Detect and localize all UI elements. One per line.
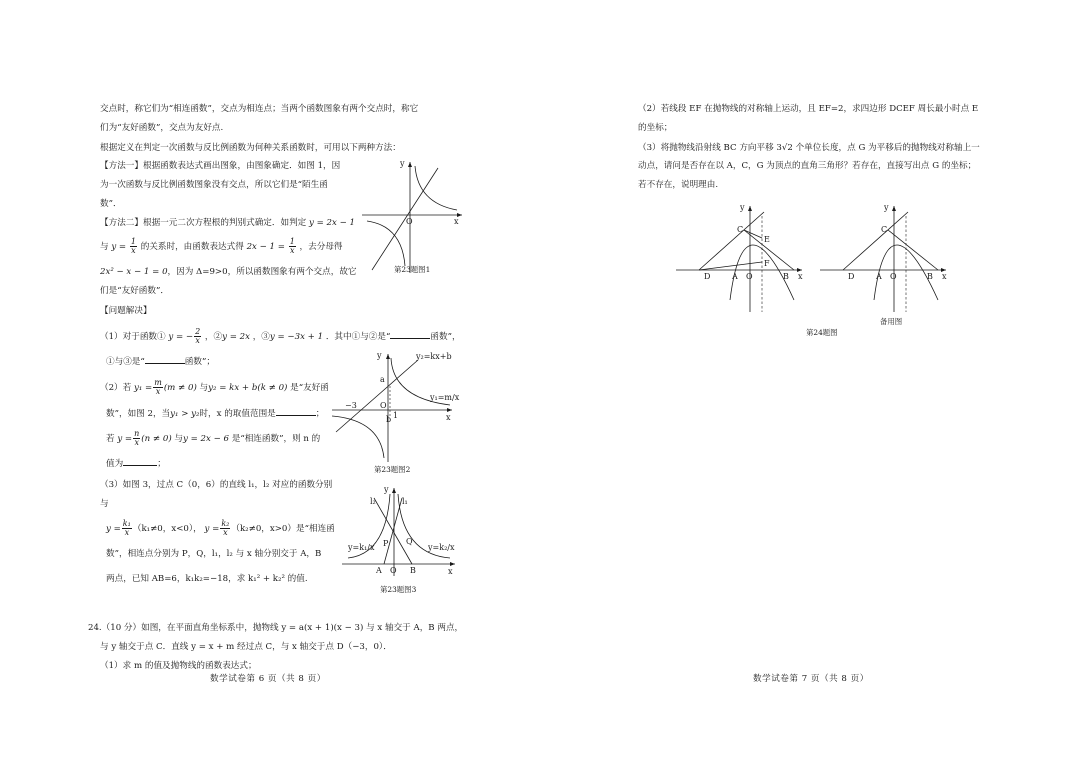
svg-text:x: x: [942, 272, 947, 281]
svg-text:y₂=kx+b: y₂=kx+b: [416, 352, 452, 361]
frac-1-over-x: $\frac{1}{x}$: [130, 237, 136, 255]
method1-line-1: 【方法一】根据函数表达式画出图象，由图象确定．如图 1，因: [100, 161, 341, 171]
q2-line-1: （2）若 y₁ = $\frac{m}{x}$ (m ≠ 0) 与y₂ = kx + b(k ≠ 0) 是“友好函: [100, 378, 329, 396]
svg-text:y: y: [884, 203, 889, 212]
svg-text:F: F: [764, 259, 770, 268]
svg-text:C: C: [881, 225, 888, 234]
svg-text:O: O: [746, 272, 753, 281]
q2-line-4: 值为 ；: [106, 456, 166, 470]
svg-text:B: B: [410, 566, 416, 575]
r-q2-line-2: 的坐标；: [638, 123, 673, 133]
svg-text:C: C: [737, 225, 744, 234]
q24-line-2: 与 y 轴交于点 C．直线 y = x + m 经过点 C，与 x 轴交于点 D（−3，0）．: [100, 642, 392, 652]
svg-text:y=k₁/x: y=k₁/x: [348, 543, 375, 552]
svg-text:x: x: [448, 567, 453, 576]
page-footer-left: 数学试卷第 6 页（共 8 页）: [210, 674, 326, 684]
method2-line-1: 【方法二】根据一元二次方程根的判别式确定．如判定 y = 2x − 1: [100, 218, 355, 228]
q3-line-1: （3）如图 3，过点 C（0，6）的直线 l₁，l₂ 对应的函数分别: [100, 480, 333, 490]
q1-line-1: （1）对于函数① y = − $\frac{2}{x}$ ，②y = 2x ，③y = −3x + 1 ．其中①与②是“ 函数”，: [100, 327, 461, 345]
svg-text:B: B: [927, 272, 933, 281]
r-q3-line-1: （3）将抛物线沿射线 BC 方向平移 3√2 个单位长度，点 G 为平移后的抛物线对称轴上一: [638, 143, 980, 153]
q2-line-2: 数”，如图 2，当y₁ > y₂时，x 的取值范围是 ；: [106, 406, 324, 420]
method2-line-4: 们是“友好函数”．: [100, 286, 169, 296]
svg-text:b: b: [386, 415, 392, 424]
svg-text:a: a: [380, 375, 385, 384]
svg-text:B: B: [783, 272, 789, 281]
svg-text:y: y: [377, 351, 382, 360]
svg-text:x: x: [454, 217, 459, 226]
svg-text:y: y: [400, 159, 405, 168]
svg-text:−3: −3: [345, 401, 357, 410]
method2-line-2: 与 y = $\frac{1}{x}$ 的关系时，由函数表达式得 2x − 1 = $\frac{1}{x}$ ，去分母得: [100, 237, 343, 255]
svg-text:O: O: [390, 566, 397, 575]
figure-24: [674, 200, 814, 320]
svg-text:备用图: 备用图: [880, 317, 903, 326]
r-q2-line-1: （2）若线段 EF 在抛物线的对称轴上运动，且 EF=2，求四边形 DCEF 周长最小时点 E: [638, 104, 979, 114]
svg-text:y₁=m/x: y₁=m/x: [430, 393, 460, 402]
method1-line-2: 为一次函数与反比例函数图象没有交点，所以它们是“陌生函: [100, 180, 328, 190]
figure-23-3: [340, 484, 465, 596]
fig24-caption: 第24题图: [806, 328, 838, 337]
intro-line-1: 交点时，称它们为“相连函数”，交点为相连点；当两个函数图象有两个交点时，称它: [100, 104, 419, 114]
q1-line-2: ①与③是“ 函数”；: [106, 354, 215, 368]
svg-text:1: 1: [393, 411, 399, 420]
svg-text:第23题图1: 第23题图1: [394, 265, 431, 274]
svg-text:A: A: [376, 566, 382, 575]
q3-line-5: 两点，已知 AB=6，k₁k₂=−18，求 k₁² + k₂² 的值.: [106, 574, 308, 584]
answer-blank-q2a[interactable]: [276, 406, 316, 416]
q2-line-3: 若 y = $\frac{n}{x}$ (n ≠ 0) 与y = 2x − 6 是“相连函数”，则 n 的: [106, 429, 321, 447]
svg-text:D: D: [704, 272, 711, 281]
page-footer-right: 数学试卷第 7 页（共 8 页）: [753, 674, 869, 684]
svg-text:x: x: [798, 272, 803, 281]
section-title: 【问题解决】: [100, 306, 152, 316]
svg-text:A: A: [732, 272, 738, 281]
spare-figure: [818, 200, 958, 330]
svg-text:E: E: [764, 235, 770, 244]
svg-text:O: O: [380, 401, 387, 410]
q24-line-3: （1）求 m 的值及抛物线的函数表达式；: [100, 661, 257, 671]
q3-line-4: 数”，相连点分别为 P，Q，l₁，l₂ 与 x 轴分别交于 A，B: [106, 549, 322, 559]
answer-blank-q2b[interactable]: [123, 456, 157, 466]
intro-line-3: 根据定义在判定一次函数与反比例函数为何种关系函数时，可用以下两种方法：: [100, 143, 401, 153]
r-q3-line-3: 若不存在，说明理由.: [638, 180, 719, 190]
q3-line-2: 与: [100, 499, 109, 509]
svg-text:y: y: [740, 203, 745, 212]
answer-blank-q1b[interactable]: [145, 354, 185, 364]
intro-line-2: 们为“友好函数”，交点为友好点.: [100, 123, 224, 133]
q24-line-1: 24.（10 分）如图，在平面直角坐标系中，抛物线 y = a(x + 1)(x − 3) 与 x 轴交于 A，B 两点，: [88, 623, 464, 633]
method1-tag: 【方法一】: [100, 161, 143, 171]
svg-text:l₁: l₁: [402, 497, 408, 506]
right-page: [540, 0, 1080, 762]
svg-text:y=k₂/x: y=k₂/x: [428, 543, 455, 552]
svg-text:Q: Q: [406, 537, 413, 546]
r-q3-line-2: 动点，请问是否存在以 A，C，G 为顶点的直角三角形？若存在，直接写出点 G 的坐标；: [638, 161, 977, 171]
svg-text:第23题图3: 第23题图3: [380, 585, 417, 594]
q3-line-3: y = $\frac{\text{k₁}}{x}$ （k₁≠0，x<0）， y = $\frac{\text{k₂}}{x}$ （k₂≠0，x>0）是“相连函: [106, 519, 335, 537]
svg-text:第23题图2: 第23题图2: [374, 465, 411, 474]
svg-text:O: O: [406, 217, 413, 226]
svg-text:O: O: [890, 272, 897, 281]
svg-text:D: D: [848, 272, 855, 281]
method2-line-3: 2x² − x − 1 = 0，因为 Δ=9>0，所以函数图象有两个交点，故它: [100, 267, 357, 277]
answer-blank-q1a[interactable]: [390, 329, 430, 339]
svg-text:l₂: l₂: [370, 497, 376, 506]
svg-text:x: x: [446, 413, 451, 422]
method1-line-3: 数”．: [100, 199, 122, 209]
method2-tag: 【方法二】: [100, 218, 143, 228]
svg-text:y: y: [384, 485, 389, 494]
svg-text:A: A: [876, 272, 882, 281]
svg-text:P: P: [383, 539, 389, 548]
figure-23-2: [330, 350, 465, 475]
figure-23-1: [362, 158, 472, 278]
